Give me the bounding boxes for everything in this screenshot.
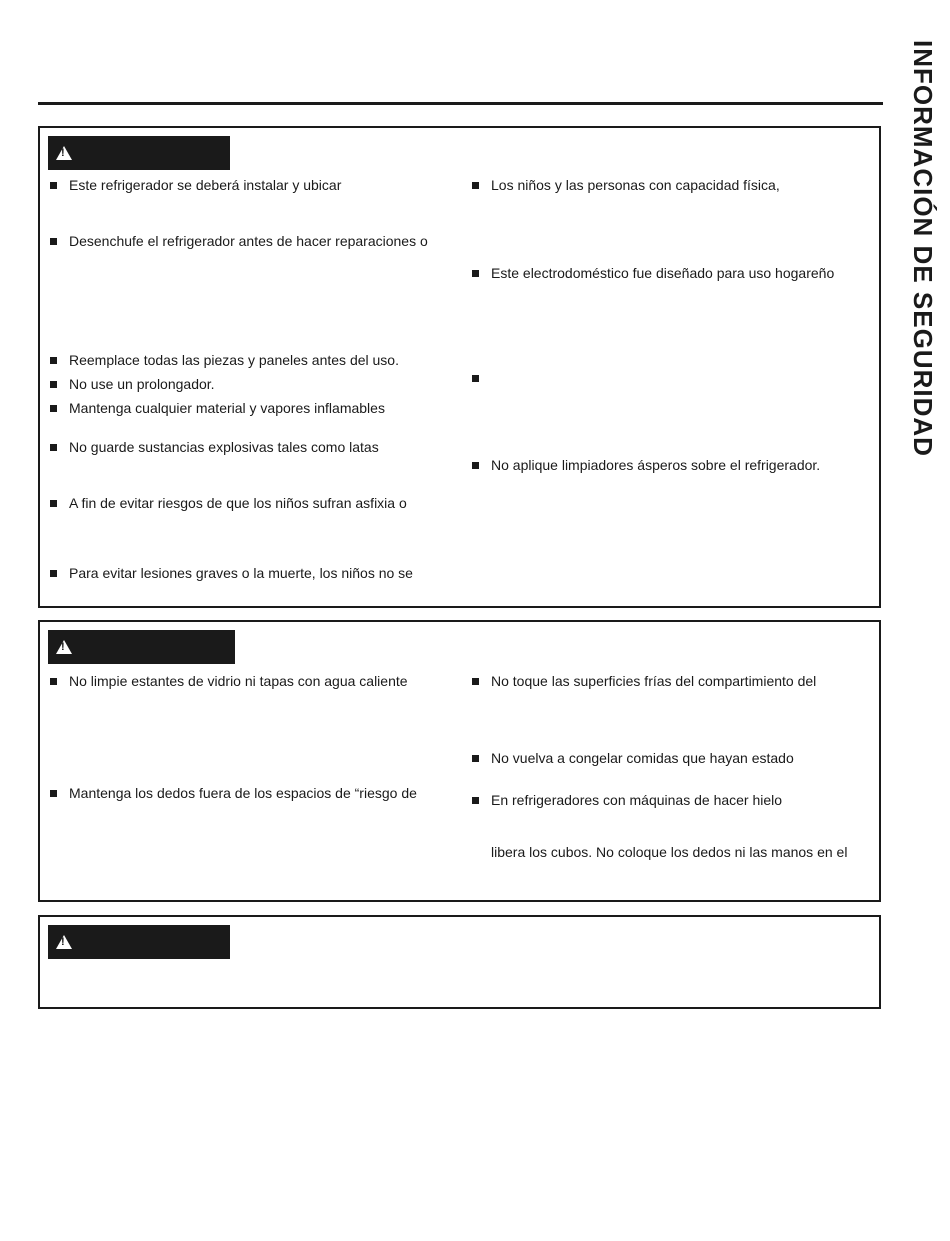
list-item-text: No vuelva a congelar comidas que hayan estado [491,750,794,766]
list-item-text: Reemplace todas las piezas y paneles antes del uso. [69,352,399,368]
list-item-text: Para evitar lesiones graves o la muerte, los niños no se [69,565,413,581]
list-item-text: No limpie estantes de vidrio ni tapas con agua caliente [69,673,408,689]
bullet-square-icon [50,444,57,451]
list-item-text: Mantenga los dedos fuera de los espacios de “riesgo de [69,785,417,801]
list-item-text: A fin de evitar riesgos de que los niños sufran asfixia o [69,495,407,511]
bullet-square-icon [472,270,479,277]
top-rule [38,102,883,105]
bullet-square-icon [50,678,57,685]
list-item-continuation: libera los cubos. No coloque los dedos ni las manos en el [491,844,848,860]
list-item-text: No toque las superficies frías del compartimiento del [491,673,817,689]
list-item-text: Desenchufe el refrigerador antes de hacer reparaciones o [69,233,428,249]
warning-header-bar [48,630,235,664]
list-item-text: No use un prolongador. [69,376,215,392]
list-item-text: Este electrodoméstico fue diseñado para uso hogareño [491,265,835,281]
bullet-square-icon [50,405,57,412]
side-title: INFORMACIÓN DE SEGURIDAD [908,40,938,457]
bullet-square-icon [472,182,479,189]
bullet-square-icon [50,238,57,245]
warning-box-1 [38,126,881,608]
list-item-text: En refrigeradores con máquinas de hacer hielo [491,792,783,808]
bullet-square-icon [50,790,57,797]
warning-header-bar [48,925,230,959]
list-item-text: Los niños y las personas con capacidad física, [491,177,780,193]
bullet-square-icon [472,797,479,804]
bullet-square-icon [472,678,479,685]
bullet-square-icon [50,182,57,189]
bullet-square-icon [472,755,479,762]
bullet-square-icon [50,381,57,388]
bullet-square-icon [472,462,479,469]
bullet-square-icon [472,375,479,382]
list-item-text: Este refrigerador se deberá instalar y ubicar [69,177,342,193]
warning-box-2 [38,620,881,902]
warning-triangle-icon [56,640,72,654]
bullet-square-icon [50,357,57,364]
warning-box-3 [38,915,881,1009]
list-item-text: Mantenga cualquier material y vapores inflamables [69,400,385,416]
bullet-square-icon [50,570,57,577]
list-item-text: No guarde sustancias explosivas tales como latas [69,439,379,455]
warning-triangle-icon [56,935,72,949]
warning-triangle-icon [56,146,72,160]
warning-header-bar [48,136,230,170]
bullet-square-icon [50,500,57,507]
list-item-text: No aplique limpiadores ásperos sobre el refrigerador. [491,457,821,473]
